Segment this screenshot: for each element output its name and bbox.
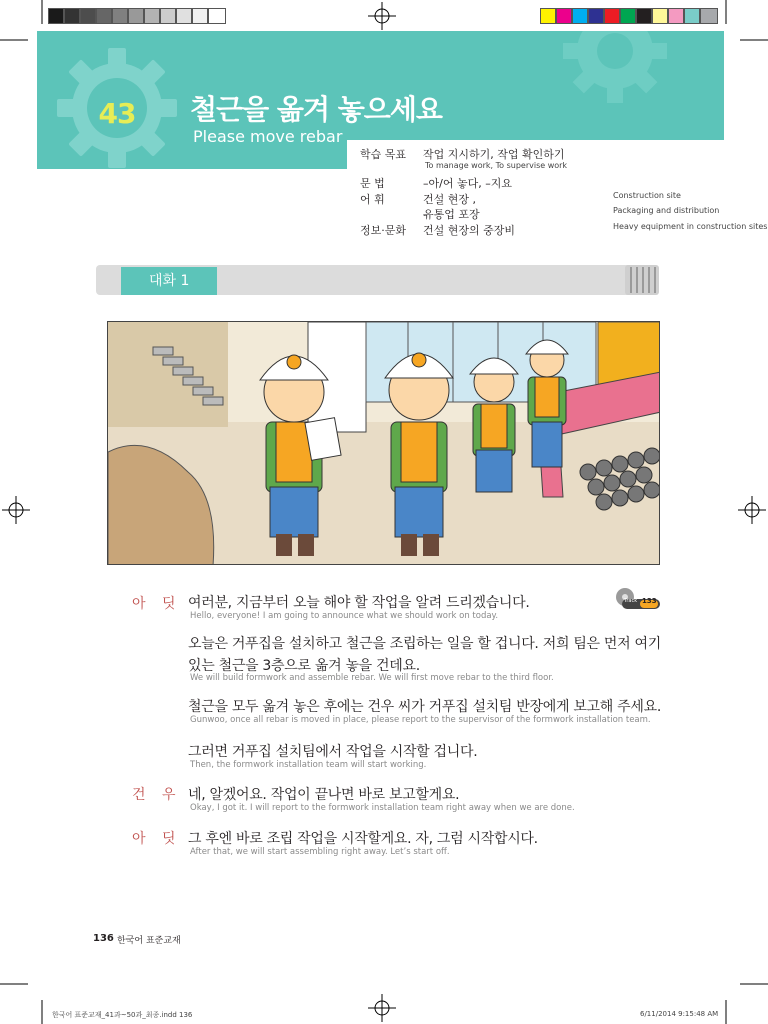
info-value-english: Heavy equipment in construction sites	[613, 222, 768, 231]
print-timestamp: 6/11/2014 9:15:48 AM	[640, 1010, 719, 1018]
dialogue-line-korean: 그 후엔 바로 조립 작업을 시작할게요. 자, 그럼 시작합시다.	[188, 831, 538, 847]
speaker-adit: 아 딧	[132, 596, 182, 612]
dialogue-line-korean: 있는 철근을 3층으로 옮겨 놓을 건데요.	[188, 658, 420, 674]
info-value: 작업 지시하기, 작업 확인하기	[423, 148, 565, 161]
info-value-english: Packaging and distribution	[613, 206, 720, 215]
tab-dialogue-1: 대화 1	[121, 267, 217, 295]
dialogue-line-korean: 그러면 거푸집 설치팀에서 작업을 시작할 겁니다.	[188, 744, 478, 760]
speaker-gunwoo: 건 우	[132, 787, 182, 803]
dialogue-line-english: We will build formwork and assemble rebar. We will first move rebar to the third floor.	[190, 673, 554, 683]
dialogue-line-korean: 여러분, 지금부터 오늘 해야 할 작업을 알려 드리겠습니다.	[188, 595, 530, 611]
lesson-title: 철근을 옮겨 놓으세요	[190, 93, 442, 126]
dialogue-line-english: Then, the formwork installation team will start working.	[190, 760, 427, 770]
lesson-number: 43	[98, 97, 136, 130]
bolt-thread-decoration	[625, 263, 661, 297]
speaker-adit: 아 딧	[132, 831, 182, 847]
info-value: 유통업 포장	[423, 208, 480, 221]
learning-objectives-box	[347, 140, 768, 241]
dialogue-line-korean: 네, 알겠어요. 작업이 끝나면 바로 보고할게요.	[188, 787, 460, 803]
info-value-english: Construction site	[613, 191, 681, 200]
info-value: 건설 현장의 중장비	[423, 224, 516, 237]
construction-site-illustration	[107, 321, 660, 565]
lesson-subtitle: Please move rebar	[193, 127, 343, 146]
dialogue-line-english: Hello, everyone! I am going to announce what we should work on today.	[190, 611, 499, 621]
info-label: 어 휘	[360, 193, 385, 206]
info-value: –아/어 놓다, –지요	[423, 177, 512, 190]
track-number: 133	[642, 597, 657, 605]
book-title: 한국어 표준교재	[117, 936, 181, 946]
track-label: Track	[624, 598, 638, 604]
dialogue-line-korean: 철근을 모두 옮겨 놓은 후에는 건우 씨가 거푸집 설치팀 반장에게 보고해 주세요.	[188, 699, 661, 715]
dialogue-line-english: Okay, I got it. I will report to the formwork installation team right away when we are done.	[190, 803, 575, 813]
dialogue-line-english: Gunwoo, once all rebar is moved in place, please report to the supervisor of the formwork installation team.	[190, 715, 651, 725]
dialogue-line-korean: 오늘은 거푸집을 설치하고 철근을 조립하는 일을 할 겁니다. 저희 팀은 먼저 여기	[188, 636, 661, 652]
info-label: 정보·문화	[360, 224, 407, 237]
info-value-suffix: ,	[472, 193, 477, 206]
info-value: 건설 현장	[423, 193, 470, 206]
info-label: 문 법	[360, 177, 385, 190]
dialogue-line-english: After that, we will start assembling right away. Let’s start off.	[190, 847, 450, 857]
info-goal-english: To manage work, To supervise work	[425, 161, 568, 170]
file-slug: 한국어 표준교재_41과~50과_최종.indd 136	[52, 1011, 193, 1019]
page-number: 136	[93, 933, 114, 944]
info-label: 학습 목표	[360, 148, 407, 161]
